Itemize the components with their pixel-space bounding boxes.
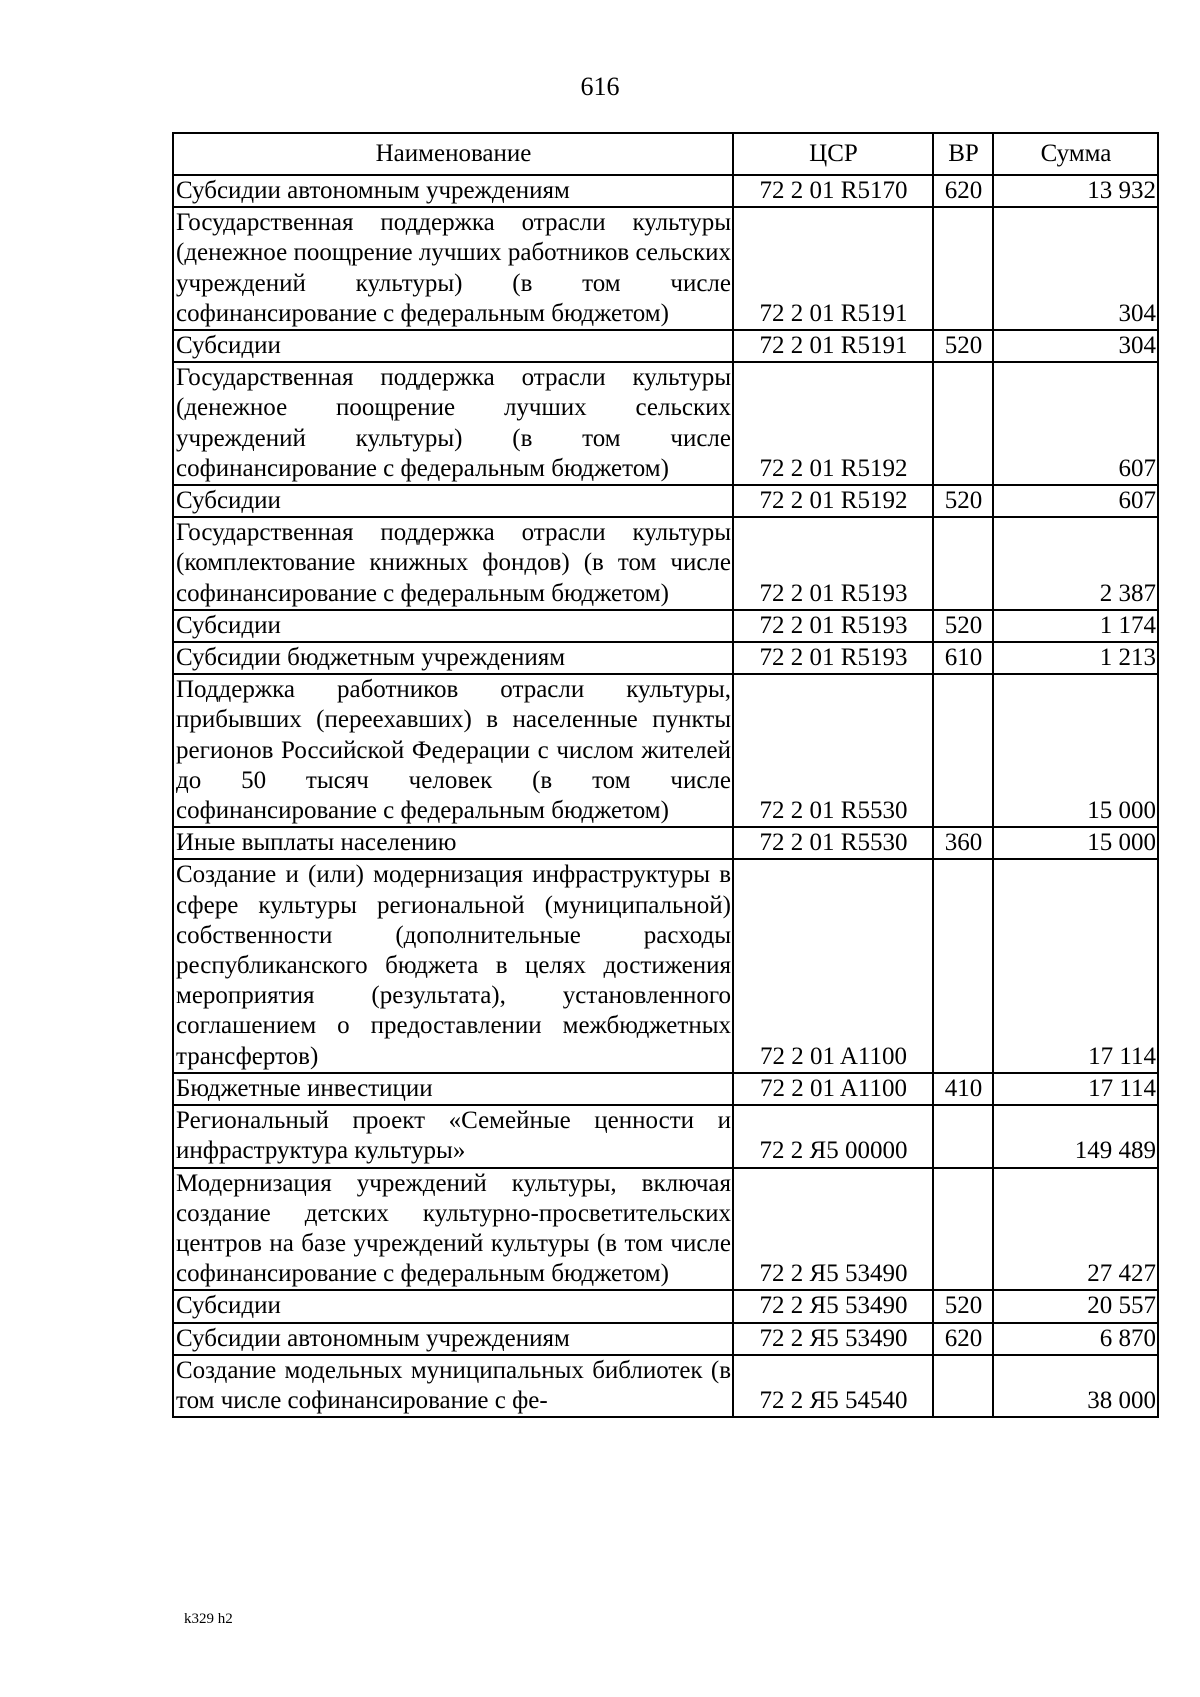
row-code: 72 2 Я5 54540: [733, 1355, 933, 1417]
row-vr: 520: [933, 1290, 993, 1322]
row-sum: 17 114: [993, 1073, 1158, 1105]
row-sum: 27 427: [993, 1168, 1158, 1291]
row-name: Модернизация учреждений культуры, включая создание детских культурно-просветительских центров на базе учреждений культуры (в том числе софинансирование с федеральным бюджетом): [173, 1168, 733, 1291]
row-sum: 304: [993, 207, 1158, 330]
row-name: Субсидии автономным учреждениям: [173, 175, 733, 207]
row-vr: [933, 1355, 993, 1417]
row-vr: 360: [933, 827, 993, 859]
row-sum: 20 557: [993, 1290, 1158, 1322]
table-row: [173, 1355, 1158, 1417]
row-code: 72 2 Я5 53490: [733, 1168, 933, 1291]
header-code: ЦСР: [733, 133, 933, 175]
row-code: 72 2 Я5 53490: [733, 1323, 933, 1355]
table-row: [173, 642, 1158, 674]
row-vr: [933, 1105, 993, 1167]
table-row: [173, 1323, 1158, 1355]
row-name: Государственная поддержка отрасли культуры (комплектование книжных фондов) (в том числе софинансирование с федеральным бюджетом): [173, 517, 733, 610]
row-sum: 607: [993, 362, 1158, 485]
row-sum: 13 932: [993, 175, 1158, 207]
row-vr: 410: [933, 1073, 993, 1105]
header-sum: Сумма: [993, 133, 1158, 175]
row-sum: 17 114: [993, 859, 1158, 1072]
table-row: [173, 610, 1158, 642]
row-name: Субсидии бюджетным учреждениям: [173, 642, 733, 674]
row-vr: 520: [933, 485, 993, 517]
header-name: Наименование: [173, 133, 733, 175]
row-name: Субсидии: [173, 1290, 733, 1322]
table-row: [173, 517, 1158, 610]
row-code: 72 2 01 R5192: [733, 362, 933, 485]
row-vr: [933, 207, 993, 330]
row-sum: 2 387: [993, 517, 1158, 610]
row-code: 72 2 01 R5191: [733, 330, 933, 362]
row-code: 72 2 01 R5193: [733, 517, 933, 610]
table-row: [173, 1290, 1158, 1322]
table-row: [173, 1105, 1158, 1167]
table-header-row: [173, 133, 1158, 175]
table-row: [173, 330, 1158, 362]
page-number: 616: [580, 72, 620, 101]
row-sum: 1 174: [993, 610, 1158, 642]
row-sum: 304: [993, 330, 1158, 362]
row-name: Создание модельных муниципальных библиотек (в том числе софинансирование с фе-: [173, 1355, 733, 1417]
row-name: Создание и (или) модернизация инфраструктуры в сфере культуры региональной (муниципальной) собственности (дополнительные расходы республиканского бюджета в целях достижения мероприятия (результата), установленного соглашением о предоставлении межбюджетных трансфертов): [173, 859, 733, 1072]
row-code: 72 2 01 R5170: [733, 175, 933, 207]
row-sum: 15 000: [993, 827, 1158, 859]
header-vr: ВР: [933, 133, 993, 175]
row-code: 72 2 01 A1100: [733, 859, 933, 1072]
row-sum: 15 000: [993, 674, 1158, 827]
row-name: Бюджетные инвестиции: [173, 1073, 733, 1105]
row-code: 72 2 Я5 53490: [733, 1290, 933, 1322]
row-code: 72 2 01 R5191: [733, 207, 933, 330]
row-code: 72 2 01 R5193: [733, 610, 933, 642]
row-vr: 520: [933, 610, 993, 642]
row-vr: 620: [933, 1323, 993, 1355]
table-row: [173, 674, 1158, 827]
row-code: 72 2 01 A1100: [733, 1073, 933, 1105]
row-name: Поддержка работников отрасли культуры, прибывших (переехавших) в населенные пункты регионов Российской Федерации с числом жителей до 50 тысяч человек (в том числе софинансирование с федеральным бюджетом): [173, 674, 733, 827]
row-name: Государственная поддержка отрасли культуры (денежное поощрение лучших сельских учреждений культуры) (в том числе софинансирование с федеральным бюджетом): [173, 362, 733, 485]
row-vr: [933, 674, 993, 827]
row-name: Субсидии: [173, 610, 733, 642]
table-row: [173, 827, 1158, 859]
table-row: [173, 1073, 1158, 1105]
row-code: 72 2 01 R5193: [733, 642, 933, 674]
row-code: 72 2 Я5 00000: [733, 1105, 933, 1167]
row-code: 72 2 01 R5530: [733, 827, 933, 859]
row-vr: 520: [933, 330, 993, 362]
row-sum: 149 489: [993, 1105, 1158, 1167]
row-name: Иные выплаты населению: [173, 827, 733, 859]
row-vr: [933, 1168, 993, 1291]
row-code: 72 2 01 R5192: [733, 485, 933, 517]
budget-table: [172, 132, 1159, 1418]
table-row: [173, 362, 1158, 485]
row-name: Субсидии автономным учреждениям: [173, 1323, 733, 1355]
row-vr: 610: [933, 642, 993, 674]
row-sum: 6 870: [993, 1323, 1158, 1355]
row-sum: 1 213: [993, 642, 1158, 674]
row-name: Субсидии: [173, 485, 733, 517]
row-vr: 620: [933, 175, 993, 207]
table-row: [173, 859, 1158, 1072]
table-row: [173, 175, 1158, 207]
row-sum: 607: [993, 485, 1158, 517]
table-row: [173, 1168, 1158, 1291]
row-sum: 38 000: [993, 1355, 1158, 1417]
table-row: [173, 485, 1158, 517]
row-vr: [933, 859, 993, 1072]
table-row: [173, 207, 1158, 330]
row-name: Субсидии: [173, 330, 733, 362]
row-vr: [933, 517, 993, 610]
row-name: Региональный проект «Семейные ценности и инфраструктура культуры»: [173, 1105, 733, 1167]
row-vr: [933, 362, 993, 485]
document-code: k329 h2: [184, 1611, 233, 1627]
row-name: Государственная поддержка отрасли культуры (денежное поощрение лучших работников сельских учреждений культуры) (в том числе софинансирование с федеральным бюджетом): [173, 207, 733, 330]
row-code: 72 2 01 R5530: [733, 674, 933, 827]
